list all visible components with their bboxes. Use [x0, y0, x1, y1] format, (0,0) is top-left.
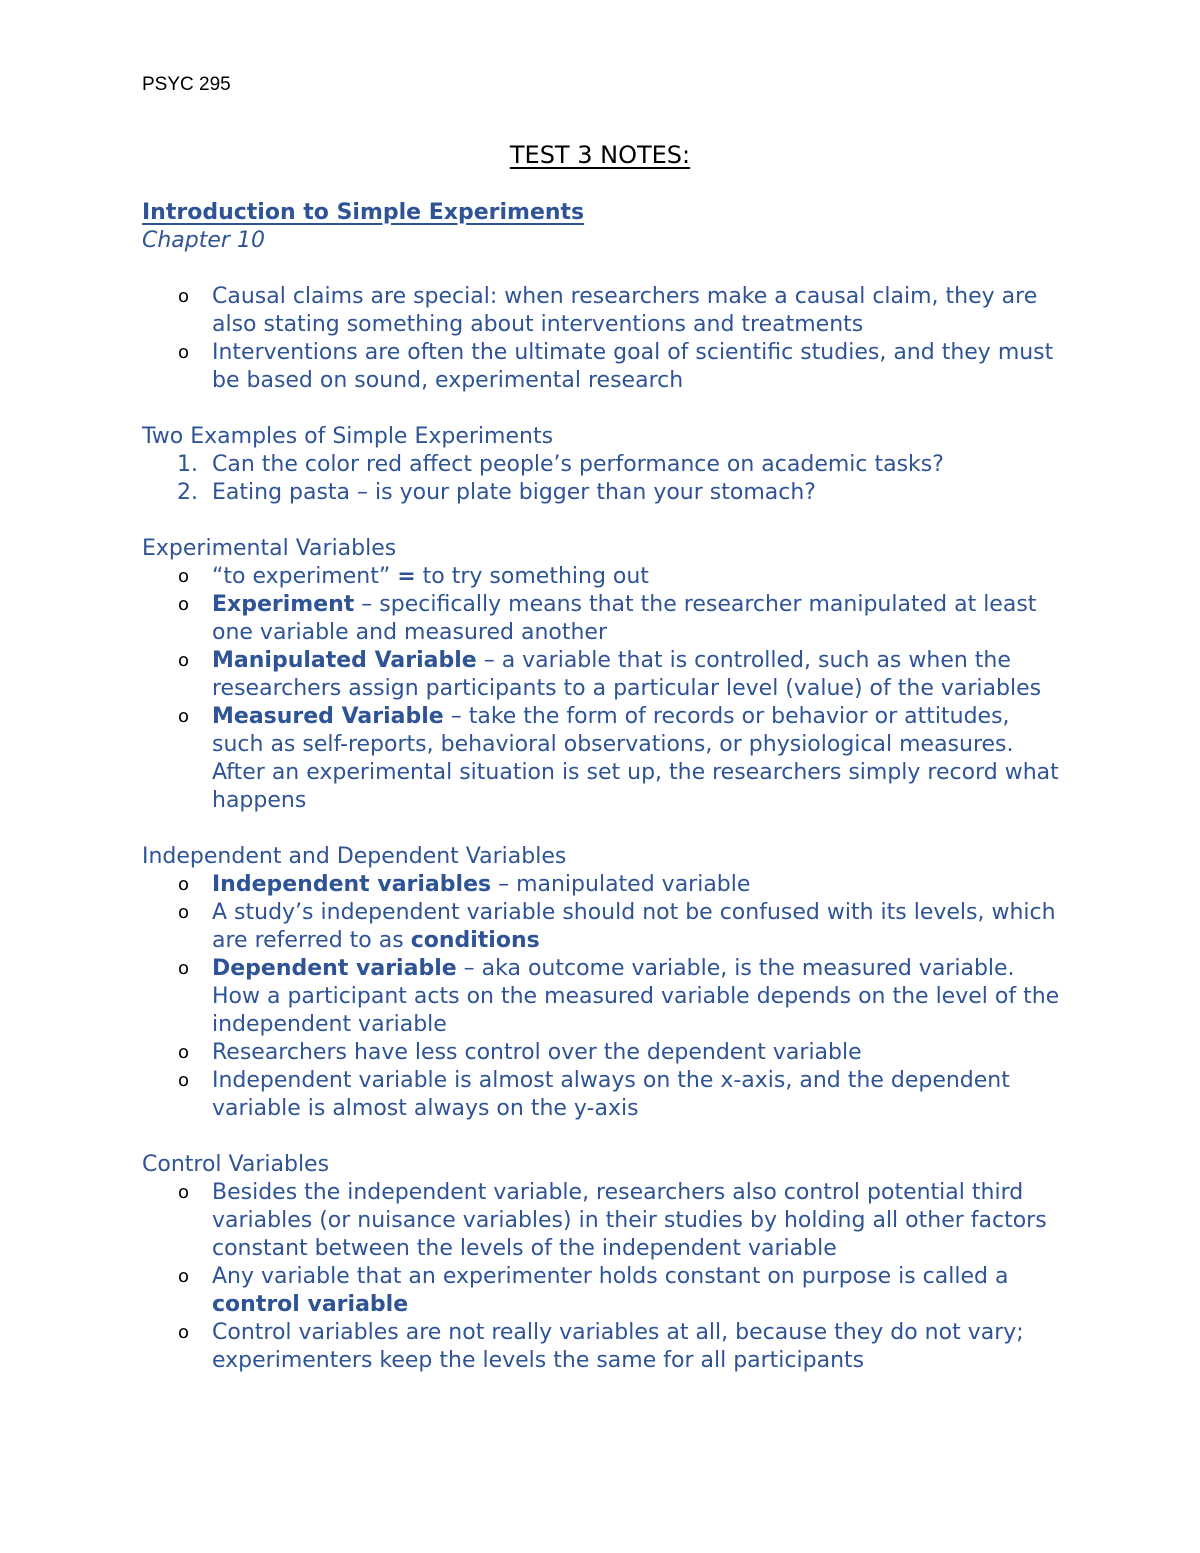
list-item — [142, 451, 1062, 479]
list-item — [142, 1319, 1062, 1375]
item-text: Besides the independent variable, researchers also control potential third variables (or nuisance variables) in their studies by holding all other factors constant between the levels of the independent variable — [212, 1180, 1047, 1261]
item-text: Eating pasta – is your plate bigger than your stomach? — [212, 480, 816, 505]
item-text-post: to try something out — [415, 564, 649, 589]
item-text: Independent variable is almost always on the x-axis, and the dependent variable is almost always on the y-axis — [212, 1068, 1010, 1121]
spacer — [142, 507, 1062, 535]
bullet-marker: o — [178, 874, 190, 895]
intro-list — [142, 283, 1062, 395]
examples-list — [142, 451, 1062, 507]
list-item — [142, 479, 1062, 507]
item-text-post: – a variable that is controlled, such as when the researchers assign participants to a particular level (value) of the variables — [212, 648, 1042, 701]
spacer — [142, 1123, 1062, 1151]
list-item — [142, 1067, 1062, 1123]
item-text-pre: Any variable that an experimenter holds constant on purpose is called a — [212, 1264, 1009, 1289]
item-text: Causal claims are special: when researchers make a causal claim, they are also stating something about interventions and treatments — [212, 284, 1038, 337]
bullet-marker: o — [178, 706, 190, 727]
bullet-marker: o — [178, 286, 190, 307]
chapter-subtitle: Chapter 10 — [142, 228, 265, 253]
item-text: Researchers have less control over the dependent variable — [212, 1040, 862, 1065]
document-title — [0, 141, 1200, 169]
item-text: Can the color red affect people’s performance on academic tasks? — [212, 452, 944, 477]
document-title-text: TEST 3 NOTES: — [509, 141, 691, 169]
item-bold: Manipulated Variable — [212, 648, 477, 673]
spacer — [142, 395, 1062, 423]
spacer — [142, 815, 1062, 843]
section-heading-control-variables: Control Variables — [142, 1152, 330, 1177]
list-item — [142, 1263, 1062, 1319]
chapter-title: Introduction to Simple Experiments — [142, 200, 585, 225]
list-item — [142, 283, 1062, 339]
number-marker: 1. — [177, 452, 198, 477]
item-bold: conditions — [410, 928, 540, 953]
item-text-post: – aka outcome variable, is the measured variable. How a participant acts on the measured variable depends on the level of the independent variable — [212, 956, 1060, 1037]
bullet-marker: o — [178, 566, 190, 587]
independent-dependent-list — [142, 871, 1062, 1123]
item-text-post: – manipulated variable — [491, 872, 751, 897]
item-bold: Dependent variable — [212, 956, 457, 981]
item-text: Control variables are not really variables at all, because they do not vary; experimenters keep the levels the same for all participants — [212, 1320, 1024, 1373]
list-item — [142, 703, 1062, 815]
item-text-pre: “to experiment” — [212, 564, 398, 589]
item-bold: Measured Variable — [212, 704, 444, 729]
item-text-post: – specifically means that the researcher manipulated at least one variable and measured another — [212, 592, 1037, 645]
list-item — [142, 339, 1062, 395]
list-item — [142, 563, 1062, 591]
control-variables-list — [142, 1179, 1062, 1375]
list-item — [142, 899, 1062, 955]
section-heading-experimental-variables: Experimental Variables — [142, 536, 397, 561]
item-bold: Independent variables — [212, 872, 492, 897]
bullet-marker: o — [178, 1042, 190, 1063]
list-item — [142, 1179, 1062, 1263]
list-item — [142, 591, 1062, 647]
bullet-marker: o — [178, 1322, 190, 1343]
section-heading-examples: Two Examples of Simple Experiments — [142, 424, 554, 449]
item-text-post: – take the form of records or behavior or attitudes, such as self-reports, behavioral observations, or physiological measures. After an experimental situation is set up, the researchers simply record what happens — [212, 704, 1059, 813]
item-bold: control variable — [212, 1292, 409, 1317]
bullet-marker: o — [178, 342, 190, 363]
list-item — [142, 647, 1062, 703]
bullet-marker: o — [178, 902, 190, 923]
item-text-pre: A study’s independent variable should not be confused with its levels, which are referred to as — [212, 900, 1056, 953]
list-item — [142, 871, 1062, 899]
bullet-marker: o — [178, 1182, 190, 1203]
notes-content — [142, 283, 1062, 1375]
bullet-marker: o — [178, 1070, 190, 1091]
bullet-marker: o — [178, 650, 190, 671]
list-item — [142, 955, 1062, 1039]
item-text: Interventions are often the ultimate goal of scientific studies, and they must be based on sound, experimental research — [212, 340, 1054, 393]
number-marker: 2. — [177, 480, 198, 505]
item-bold: = — [397, 564, 416, 589]
bullet-marker: o — [178, 594, 190, 615]
page-header: PSYC 295 — [142, 74, 231, 95]
list-item — [142, 1039, 1062, 1067]
item-bold: Experiment — [212, 592, 355, 617]
experimental-variables-list — [142, 563, 1062, 815]
section-heading-independent-dependent: Independent and Dependent Variables — [142, 844, 567, 869]
bullet-marker: o — [178, 1266, 190, 1287]
bullet-marker: o — [178, 958, 190, 979]
